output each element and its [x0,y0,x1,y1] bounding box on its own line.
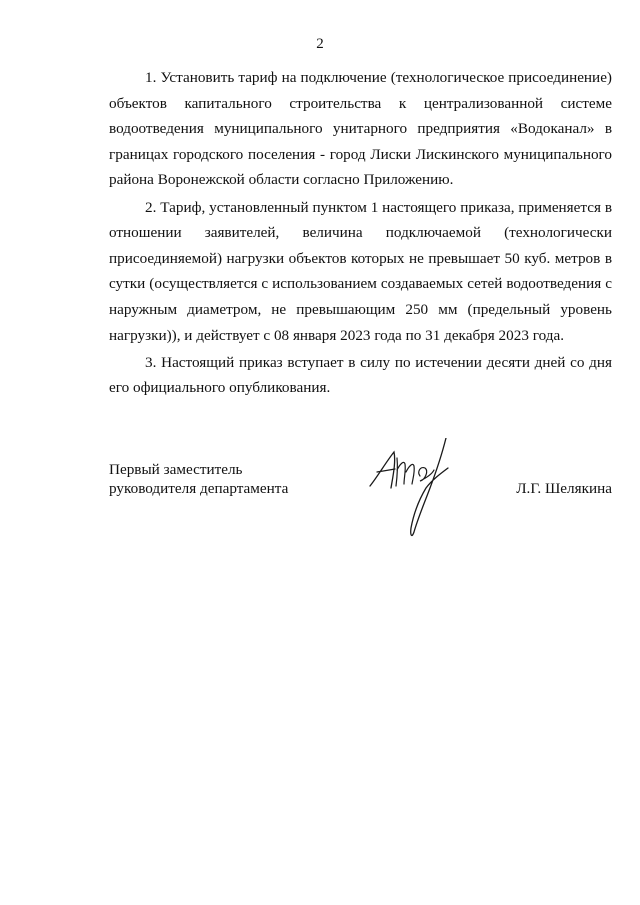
signer-position-line-1: Первый заместитель [109,461,243,478]
handwritten-signature [364,438,474,540]
paragraph-3: 3. Настоящий приказ вступает в силу по истечении десяти дней со дня его официального опубликования. [109,353,612,397]
signer-name: Л.Г. Шелякина [516,480,612,497]
paragraph-1: 1. Установить тариф на подключение (технологическое присоединение) объектов капитального строительства к централизованной системе водоотведения муниципального унитарного предприятия «Водоканал» в границах городского поселения - город Лиски Лискинского муниципального района Воронежской области согласно Приложению. [109,69,612,189]
paragraph-2: 2. Тариф, установленный пунктом 1 настоящего приказа, применяется в отношении заявителей, величина подключаемой (технологически присоединяемой) нагрузки объектов которых не превышает 50 куб. метров в сутки (осуществляется с использованием создаваемых сетей водоотведения с наружным диаметром, не превышающим 250 мм (предельный уровень нагрузки)), и действует с 08 января 2023 года по 31 декабря 2023 года. [109,198,612,344]
signer-position [109,460,288,498]
page-number: 2 [316,36,324,52]
signature-block [109,460,612,550]
signer-position-line-2: руководителя департамента [109,480,289,497]
document-body [109,65,612,401]
